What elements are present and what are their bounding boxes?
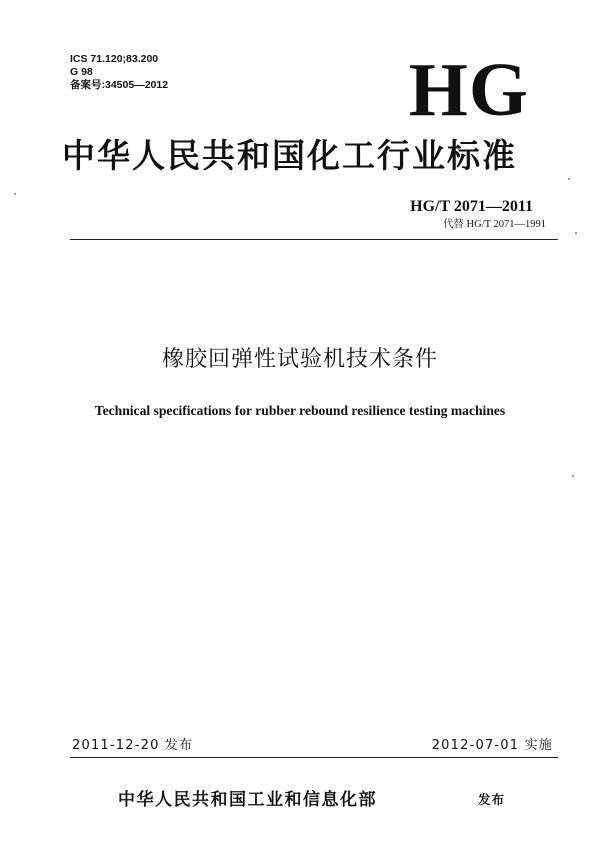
- issuer-suffix: 发布: [478, 792, 506, 807]
- scan-speck: [568, 178, 570, 180]
- ccs-code: G 98: [70, 66, 93, 78]
- scan-speck: [14, 193, 16, 195]
- standard-category-title: 中华人民共和国化工行业标准: [62, 136, 517, 175]
- hg-logo: HG: [408, 48, 529, 132]
- issuing-authority: 中华人民共和国工业和信息化部: [118, 790, 377, 810]
- standard-number: HG/T 2071—2011: [410, 198, 533, 215]
- scan-speck: [575, 232, 577, 234]
- scan-speck: [572, 475, 574, 477]
- document-title-chinese: 橡胶回弹性试验机技术条件: [161, 347, 438, 372]
- top-divider: [70, 239, 558, 240]
- replaced-standard: 代替 HG/T 2071—1991: [442, 219, 546, 230]
- document-title-english: Technical specifications for rubber rebound resilience testing machines: [94, 403, 506, 418]
- bottom-divider: [70, 757, 558, 758]
- issue-date: 2011-12-20 发布: [72, 738, 194, 753]
- ics-code: ICS 71.120;83.200: [70, 53, 159, 65]
- record-number: 备案号:34505—2012: [70, 79, 169, 91]
- implementation-date: 2012-07-01 实施: [431, 738, 553, 753]
